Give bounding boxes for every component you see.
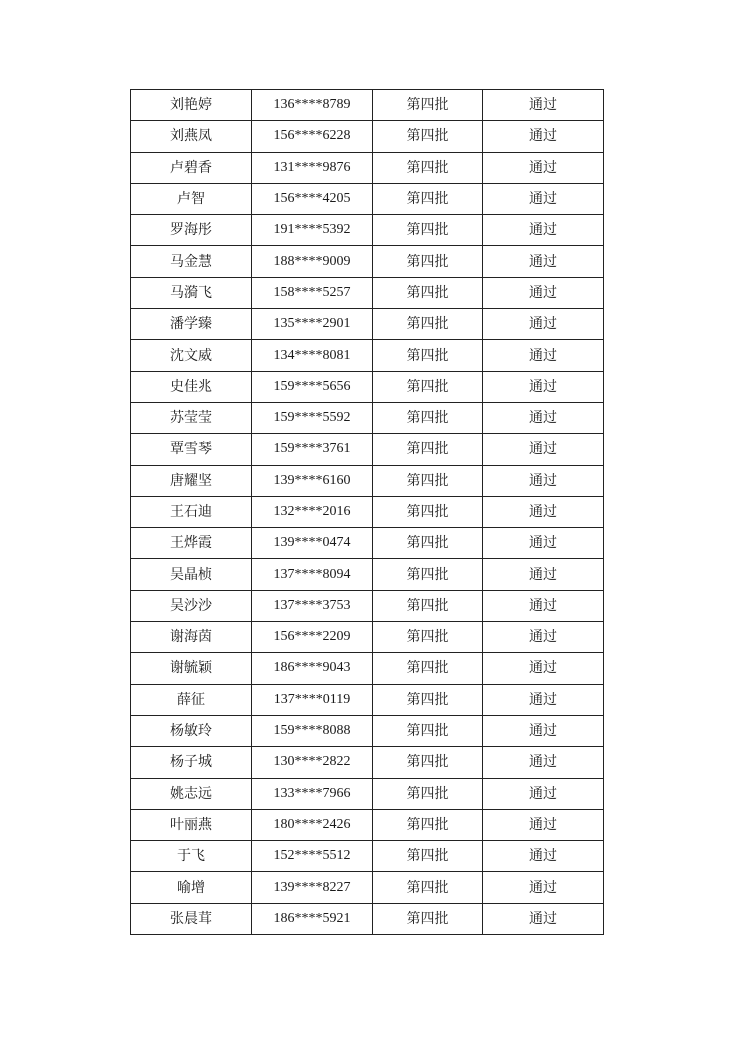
phone-cell: 139****0474 — [252, 528, 373, 559]
result-cell: 通过 — [483, 340, 604, 371]
result-cell: 通过 — [483, 715, 604, 746]
result-cell: 通过 — [483, 778, 604, 809]
phone-cell: 158****5257 — [252, 277, 373, 308]
table-row — [131, 809, 604, 840]
batch-cell: 第四批 — [373, 528, 483, 559]
result-cell: 通过 — [483, 528, 604, 559]
phone-cell: 136****8789 — [252, 90, 373, 121]
name-cell: 薛征 — [131, 684, 252, 715]
name-cell: 张晨茸 — [131, 903, 252, 934]
table-row — [131, 90, 604, 121]
batch-cell: 第四批 — [373, 183, 483, 214]
table-row — [131, 747, 604, 778]
result-cell: 通过 — [483, 121, 604, 152]
phone-cell: 191****5392 — [252, 215, 373, 246]
batch-cell: 第四批 — [373, 903, 483, 934]
name-cell: 王石迪 — [131, 496, 252, 527]
name-cell: 史佳兆 — [131, 371, 252, 402]
name-cell: 于飞 — [131, 841, 252, 872]
name-cell: 刘燕凤 — [131, 121, 252, 152]
batch-cell: 第四批 — [373, 90, 483, 121]
table-row — [131, 872, 604, 903]
batch-cell: 第四批 — [373, 277, 483, 308]
result-cell: 通过 — [483, 246, 604, 277]
table-row — [131, 215, 604, 246]
result-cell: 通过 — [483, 152, 604, 183]
batch-cell: 第四批 — [373, 121, 483, 152]
name-cell: 覃雪琴 — [131, 434, 252, 465]
name-cell: 谢毓颖 — [131, 653, 252, 684]
batch-cell: 第四批 — [373, 465, 483, 496]
batch-cell: 第四批 — [373, 434, 483, 465]
batch-cell: 第四批 — [373, 246, 483, 277]
result-cell: 通过 — [483, 183, 604, 214]
phone-cell: 135****2901 — [252, 309, 373, 340]
phone-cell: 186****9043 — [252, 653, 373, 684]
table-row — [131, 371, 604, 402]
result-cell: 通过 — [483, 653, 604, 684]
batch-cell: 第四批 — [373, 152, 483, 183]
result-cell: 通过 — [483, 747, 604, 778]
phone-cell: 159****5592 — [252, 402, 373, 433]
table-row — [131, 528, 604, 559]
batch-cell: 第四批 — [373, 715, 483, 746]
result-cell: 通过 — [483, 465, 604, 496]
result-cell: 通过 — [483, 90, 604, 121]
phone-cell: 159****3761 — [252, 434, 373, 465]
table-row — [131, 152, 604, 183]
phone-cell: 137****3753 — [252, 590, 373, 621]
batch-cell: 第四批 — [373, 872, 483, 903]
table-row — [131, 183, 604, 214]
name-cell: 罗海彤 — [131, 215, 252, 246]
name-cell: 王烨霞 — [131, 528, 252, 559]
batch-cell: 第四批 — [373, 402, 483, 433]
result-cell: 通过 — [483, 559, 604, 590]
phone-cell: 139****8227 — [252, 872, 373, 903]
result-cell: 通过 — [483, 841, 604, 872]
phone-cell: 156****6228 — [252, 121, 373, 152]
table-row — [131, 559, 604, 590]
result-cell: 通过 — [483, 590, 604, 621]
result-cell: 通过 — [483, 684, 604, 715]
table-row — [131, 121, 604, 152]
phone-cell: 152****5512 — [252, 841, 373, 872]
name-cell: 杨子城 — [131, 747, 252, 778]
result-cell: 通过 — [483, 215, 604, 246]
table-row — [131, 778, 604, 809]
result-cell: 通过 — [483, 402, 604, 433]
batch-cell: 第四批 — [373, 371, 483, 402]
name-cell: 马漪飞 — [131, 277, 252, 308]
name-cell: 潘学臻 — [131, 309, 252, 340]
table-row — [131, 465, 604, 496]
phone-cell: 131****9876 — [252, 152, 373, 183]
result-cell: 通过 — [483, 809, 604, 840]
phone-cell: 134****8081 — [252, 340, 373, 371]
phone-cell: 132****2016 — [252, 496, 373, 527]
name-cell: 喻增 — [131, 872, 252, 903]
name-cell: 叶丽燕 — [131, 809, 252, 840]
batch-cell: 第四批 — [373, 747, 483, 778]
phone-cell: 159****8088 — [252, 715, 373, 746]
result-cell: 通过 — [483, 496, 604, 527]
phone-cell: 130****2822 — [252, 747, 373, 778]
batch-cell: 第四批 — [373, 215, 483, 246]
batch-cell: 第四批 — [373, 778, 483, 809]
result-cell: 通过 — [483, 371, 604, 402]
phone-cell: 188****9009 — [252, 246, 373, 277]
phone-cell: 139****6160 — [252, 465, 373, 496]
name-cell: 刘艳婷 — [131, 90, 252, 121]
batch-cell: 第四批 — [373, 309, 483, 340]
phone-cell: 137****0119 — [252, 684, 373, 715]
batch-cell: 第四批 — [373, 622, 483, 653]
name-cell: 杨敏玲 — [131, 715, 252, 746]
table-row — [131, 246, 604, 277]
result-cell: 通过 — [483, 309, 604, 340]
table-row — [131, 903, 604, 934]
name-cell: 谢海茵 — [131, 622, 252, 653]
table-row — [131, 309, 604, 340]
phone-cell: 186****5921 — [252, 903, 373, 934]
name-cell: 马金慧 — [131, 246, 252, 277]
name-cell: 苏莹莹 — [131, 402, 252, 433]
phone-cell: 156****4205 — [252, 183, 373, 214]
batch-cell: 第四批 — [373, 684, 483, 715]
table-row — [131, 340, 604, 371]
name-cell: 沈文威 — [131, 340, 252, 371]
name-cell: 姚志远 — [131, 778, 252, 809]
name-cell: 卢碧香 — [131, 152, 252, 183]
results-table-body — [131, 90, 604, 935]
name-cell: 唐耀坚 — [131, 465, 252, 496]
table-row — [131, 277, 604, 308]
phone-cell: 180****2426 — [252, 809, 373, 840]
name-cell: 吴沙沙 — [131, 590, 252, 621]
batch-cell: 第四批 — [373, 590, 483, 621]
table-row — [131, 590, 604, 621]
name-cell: 吴晶桢 — [131, 559, 252, 590]
phone-cell: 137****8094 — [252, 559, 373, 590]
result-cell: 通过 — [483, 622, 604, 653]
result-cell: 通过 — [483, 903, 604, 934]
batch-cell: 第四批 — [373, 809, 483, 840]
phone-cell: 156****2209 — [252, 622, 373, 653]
batch-cell: 第四批 — [373, 496, 483, 527]
table-row — [131, 622, 604, 653]
name-cell: 卢智 — [131, 183, 252, 214]
table-row — [131, 496, 604, 527]
table-row — [131, 434, 604, 465]
batch-cell: 第四批 — [373, 841, 483, 872]
table-row — [131, 653, 604, 684]
results-table — [130, 89, 604, 935]
result-cell: 通过 — [483, 434, 604, 465]
batch-cell: 第四批 — [373, 559, 483, 590]
result-cell: 通过 — [483, 277, 604, 308]
phone-cell: 159****5656 — [252, 371, 373, 402]
phone-cell: 133****7966 — [252, 778, 373, 809]
table-row — [131, 402, 604, 433]
table-row — [131, 841, 604, 872]
table-row — [131, 715, 604, 746]
batch-cell: 第四批 — [373, 340, 483, 371]
batch-cell: 第四批 — [373, 653, 483, 684]
result-cell: 通过 — [483, 872, 604, 903]
table-row — [131, 684, 604, 715]
